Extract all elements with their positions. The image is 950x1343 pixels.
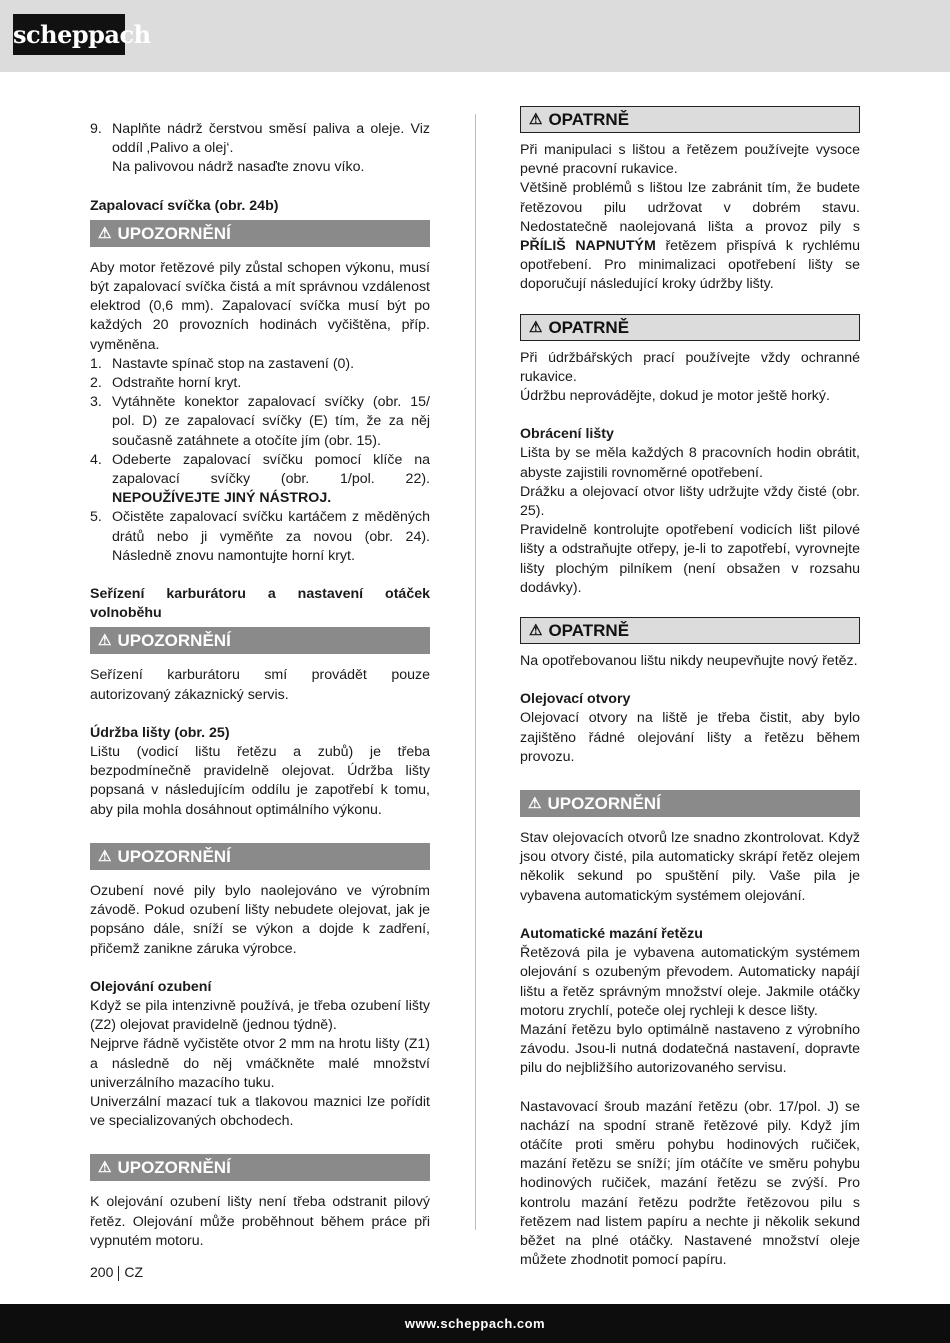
right-column	[520, 106, 860, 1270]
page-header	[0, 0, 950, 72]
paragraph: Seřízení karburátoru smí provádět pouze autorizovaný zákaznický servis.	[90, 667, 430, 703]
warning-triangle-icon: ⚠	[529, 622, 543, 640]
warning-triangle-icon: ⚠	[528, 795, 542, 813]
step-list-spark-plug	[90, 355, 430, 566]
page-number: 200 CZ	[90, 1264, 144, 1280]
warning-triangle-icon: ⚠	[98, 847, 112, 865]
section-heading-bar-turning: Obrácení lišty	[520, 426, 614, 443]
list-item: 2. Odstraňte horní kryt.	[90, 375, 242, 392]
warning-triangle-icon: ⚠	[529, 318, 543, 336]
paragraph: Většině problémů s lištou lze zabránit tím, že budete řetězovou pilu udržovat v dobrém stavu. Nedostatečně naolejovaná lišta a provoz pily s PŘÍLIŠ NAPNUTÝM řetězem přispívá k rychlému opotřebení. Pro minimalizaci opotřebení lišty se doporučují následující kroky údržby lišty.	[520, 180, 860, 293]
paragraph: Při manipulaci s lištou a řetězem používejte vysoce pevné pracovní rukavice.	[520, 142, 860, 178]
section-heading-auto-lubrication: Automatické mazání řetězu	[520, 925, 703, 942]
warning-banner: ⚠ UPOZORNĚNÍ	[90, 1154, 430, 1181]
warning-banner: ⚠ UPOZORNĚNÍ	[90, 220, 430, 247]
column-divider	[475, 114, 476, 1230]
warning-triangle-icon: ⚠	[98, 632, 112, 650]
paragraph: Olejovací otvory na liště je třeba čistit, aby bylo zajištěno řádné olejování lišty a řetězu během provozu.	[520, 710, 860, 765]
warning-banner: ⚠ UPOZORNĚNÍ	[90, 843, 430, 870]
paragraph: K olejování ozubení lišty není třeba odstranit pilový řetěz. Olejování může proběhnout během práce při vypnutém motoru.	[90, 1194, 430, 1249]
caution-banner: ⚠ OPATRNĚ	[520, 106, 860, 133]
page-footer	[0, 1304, 950, 1343]
caution-banner: ⚠ OPATRNĚ	[520, 617, 860, 644]
paragraph: Při údržbářských prací používejte vždy ochranné rukavice.	[520, 349, 860, 385]
paragraph: Aby motor řetězové pily zůstal schopen výkonu, musí být zapalovací svíčka čistá a mít správnou vzdálenost elektrod (0,6 mm). Zapalovací svíčka musí být po každých 20 provozních hodinách vyčištěna, příp. vyměněna.	[90, 259, 430, 353]
step-list-fuel	[90, 120, 430, 178]
list-item: 9. Naplňte nádrž čerstvou směsí paliva a oleje. Viz oddíl ‚Palivo a olej‘. Na palivovou nádrž nasaďte znovu víko.	[90, 121, 430, 176]
list-item: 4. Odeberte zapalovací svíčku pomocí klíče na zapalovací svíčky (obr. 1/pol. 22). NEPOUŽÍVEJTE JINÝ NÁSTROJ.	[90, 451, 430, 507]
paragraph: Nastavovací šroub mazání řetězu (obr. 17/pol. J) se nachází na spodní straně řetězové pily. Když jím otáčíte proti směru pohybu hodinových ručiček, mazání řetězu se sníží; jím otáčíte ve směru pohybu hodinových ručiček, mazání řetězu se zvýší. Pro kontrolu mazání řetězu podržte řetězovou pilu s řetězem nad listem papíru a nechte ji několik sekund běžet na plné otáčky. Nastavené množství oleje můžete zhodnotit pomocí papíru.	[520, 1098, 860, 1269]
paragraph: Ozubení nové pily bylo naolejováno ve výrobním závodě. Pokud ozubení lišty nebudete olejovat, jak je popsáno dále, sníží se výkon a dojde k zadření, přičemž zanikne záruka výrobce.	[90, 882, 430, 957]
warning-triangle-icon: ⚠	[98, 224, 112, 242]
list-item: 3. Vytáhněte konektor zapalovací svíčky (obr. 15/ pol. D) ze zapalovací svíčky (E) tím, že za něj současně zatáhnete a otočíte jím (obr. 15).	[90, 394, 430, 449]
list-item: 5. Očistěte zapalovací svíčku kartáčem z měděných drátů nebo ji vyměňte za novou (obr. 24). Následně znovu namontujte horní kryt.	[90, 509, 430, 564]
section-heading-oil-holes: Olejovací otvory	[520, 691, 631, 708]
brand-logo: scheppach	[13, 14, 125, 55]
paragraph: Když se pila intenzivně používá, je třeba ozubení lišty (Z2) olejovat pravidelně (jednou týdně).	[90, 997, 430, 1034]
paragraph: Nejprve řádně vyčistěte otvor 2 mm na hrotu lišty (Z1) a následně do něj vmáčkněte malé množství univerzálního mazacího tuku.	[90, 1036, 430, 1091]
paragraph: Řetězová pila je vybavena automatickým systémem olejování s ozubeným převodem. Automaticky napájí lištu a řetěz správným množství oleje. Jakmile otáčky motoru zrychlí, poteče olej rychleji k desce lišty.	[520, 945, 860, 1019]
paragraph: Na opotřebovanou lištu nikdy neupevňujte nový řetěz.	[520, 653, 858, 670]
paragraph: Stav olejovacích otvorů lze snadno zkontrolovat. Když jsou otvory čisté, pila automaticky skrápí řetěz olejem několik sekund po spuštění pily. Vaše pila je vybavena automatickým systémem olejování.	[520, 830, 860, 904]
paragraph: Univerzální mazací tuk a tlakovou maznici lze pořídit ve specializovaných obchodech.	[90, 1093, 430, 1130]
paragraph: Pravidelně kontrolujte opotřebení vodicích lišt pilové lišty a odstraňujte otřepy, je-li to zapotřebí, vyrovnejte lišty plochým pilníkem (není obsažen v rozsahu dodávky).	[520, 522, 860, 596]
paragraph: Lišta by se měla každých 8 pracovních hodin obrátit, abyste zajistili rovnoměrné opotřebení.	[520, 445, 860, 481]
paragraph: Lištu (vodicí lištu řetězu a zubů) je třeba bezpodmínečně pravidelně olejovat. Údržba lišty popsaná v následujícím oddílu je zapotřebí k tomu, aby pila mohla dosáhnout optimálního výkonu.	[90, 744, 430, 818]
caution-banner: ⚠ OPATRNĚ	[520, 314, 860, 341]
section-heading-spark-plug: Zapalovací svíčka (obr. 24b)	[90, 197, 279, 214]
website-link[interactable]: www.scheppach.com	[404, 1316, 546, 1331]
warning-triangle-icon: ⚠	[529, 111, 543, 128]
warning-banner: ⚠ UPOZORNĚNÍ	[520, 790, 860, 817]
section-heading-carburetor: Seřízení karburátoru a nastavení otáček volnoběhu	[90, 586, 430, 622]
paragraph: Mazání řetězu bylo optimálně nastaveno z výrobního závodu. Jsou-li nutná dodatečná nastavení, dopravte pilu do nejbližšího autorizovaného servisu.	[520, 1021, 860, 1077]
warning-banner: ⚠ UPOZORNĚNÍ	[90, 627, 430, 654]
paragraph: Drážku a olejovací otvor lišty udržujte vždy čisté (obr. 25).	[520, 483, 860, 520]
warning-triangle-icon: ⚠	[98, 1159, 112, 1177]
list-item: 1. Nastavte spínač stop na zastavení (0).	[90, 355, 355, 372]
section-heading-gear-oiling: Olejování ozubení	[90, 978, 212, 995]
section-heading-bar-maintenance: Údržba lišty (obr. 25)	[90, 724, 230, 741]
left-column	[90, 120, 430, 1251]
paragraph: Údržbu neprovádějte, dokud je motor ještě horký.	[520, 388, 830, 405]
